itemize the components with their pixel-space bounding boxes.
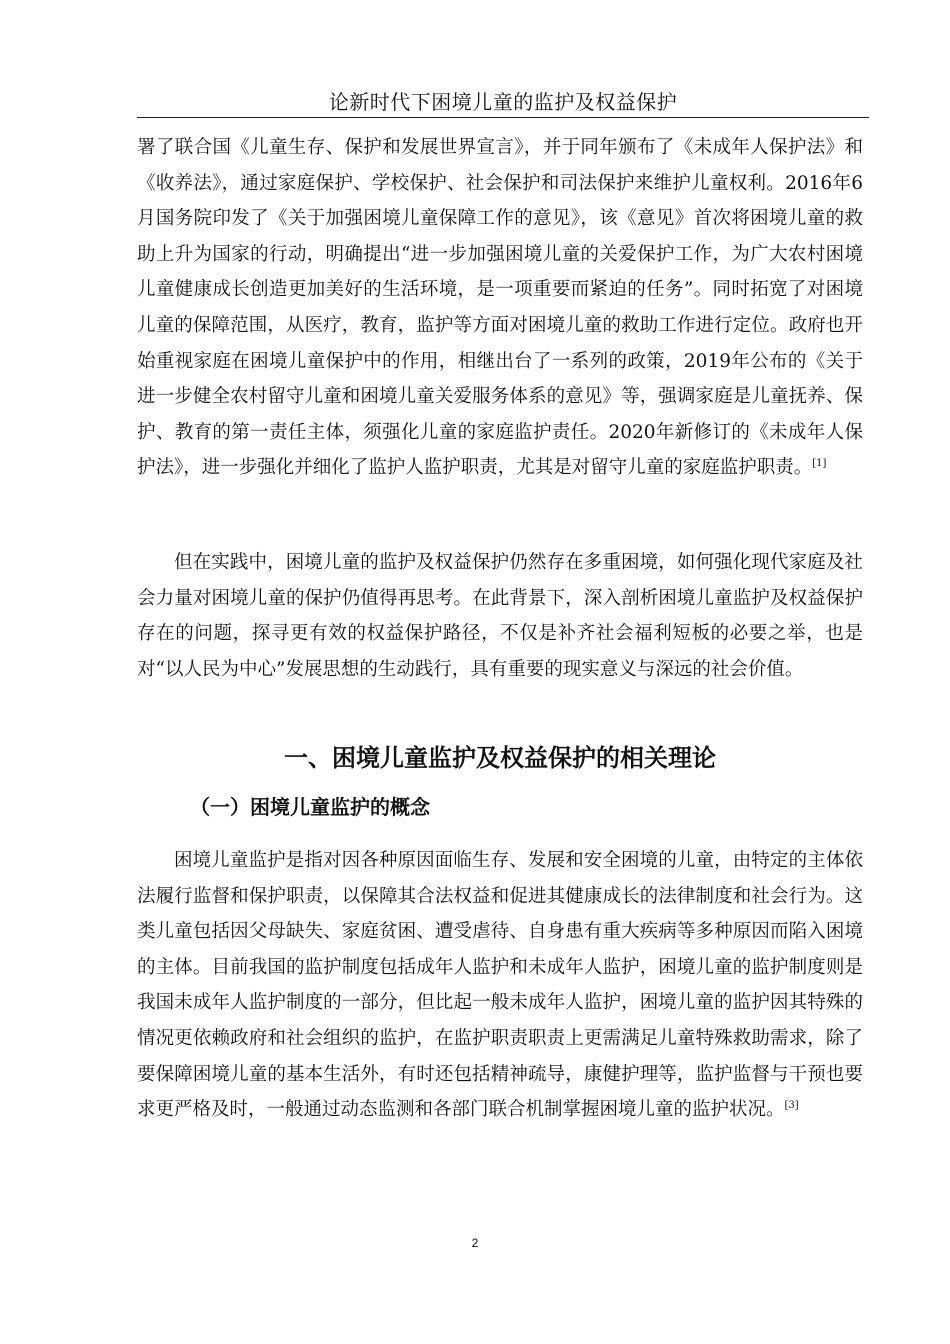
paragraph-3 (137, 843, 863, 1128)
paragraph-1 (137, 130, 863, 486)
page-number: 2 (471, 1236, 479, 1250)
running-header: 论新时代下困境儿童的监护及权益保护 (328, 90, 678, 114)
header-rule (137, 117, 869, 118)
paragraph-3-text: 困境儿童监护是指对因各种原因面临生存、发展和安全困境的儿童，由特定的主体依法履行监督和保护职责，以保障其合法权益和促进其健康成长的法律制度和社会行为。这类儿童包括因父母缺失、家庭贫困、遭受虐待、自身患有重大疾病等多种原因而陷入困境的主体。目前我国的监护制度包括成年人监护和未成年人监护，困境儿童的监护制度则是我国未成年人监护制度的一部分，但比起一般未成年人监护，困境儿童的监护因其特殊的情况更依赖政府和社会组织的监护，在监护职责职责上更需满足儿童特殊救助需求，除了要保障困境儿童的基本生活外，有时还包括精神疏导，康健护理等，监护监督与干预也要求更严格及时，一般通过动态监测和各部门联合机制掌握困境儿童的监护状况。 (137, 850, 863, 1121)
paragraph-1-text: 署了联合国《儿童生存、保护和发展世界宣言》，并于同年颁布了《未成年人保护法》和《收养法》，通过家庭保护、学校保护、社会保护和司法保护来维护儿童权利。2016年6月国务院印发了《关于加强困境儿童保障工作的意见》，该《意见》首次将困境儿童的救助上升为国家的行动，明确提出“进一步加强困境儿童的关爱保护工作，为广大农村困境儿童健康成长创造更加美好的生活环境，是一项重要而紧迫的任务”。同时拓宽了对困境儿童的保障范围，从医疗，教育，监护等方面对困境儿童的救助工作进行定位。政府也开始重视家庭在困境儿童保护中的作用，相继出台了一系列的政策，2019年公布的《关于进一步健全农村留守儿童和困境儿童关爱服务体系的意见》等，强调家庭是儿童抚养、保护、教育的第一责任主体，须强化儿童的家庭监护责任。2020年新修订的《未成年人保护法》，进一步强化并细化了监护人监护职责，尤其是对留守儿童的家庭监护职责。 (137, 137, 863, 479)
paragraph-2 (137, 545, 863, 687)
paragraph-2-text: 但在实践中，困境儿童的监护及权益保护仍然存在多重困境，如何强化现代家庭及社会力量对困境儿童的保护仍值得再思考。在此背景下，深入剖析困境儿童监护及权益保护存在的问题，探寻更有效的权益保护路径，不仅是补齐社会福利短板的必要之举，也是对“以人民为中心”发展思想的生动践行，具有重要的现实意义与深远的社会价值。 (137, 552, 863, 680)
citation-1: [1] (812, 458, 827, 470)
subsection-heading: （一）困境儿童监护的概念 (190, 795, 430, 819)
citation-3: [3] (784, 1100, 799, 1111)
section-heading: 一、困境儿童监护及权益保护的相关理论 (284, 744, 716, 772)
